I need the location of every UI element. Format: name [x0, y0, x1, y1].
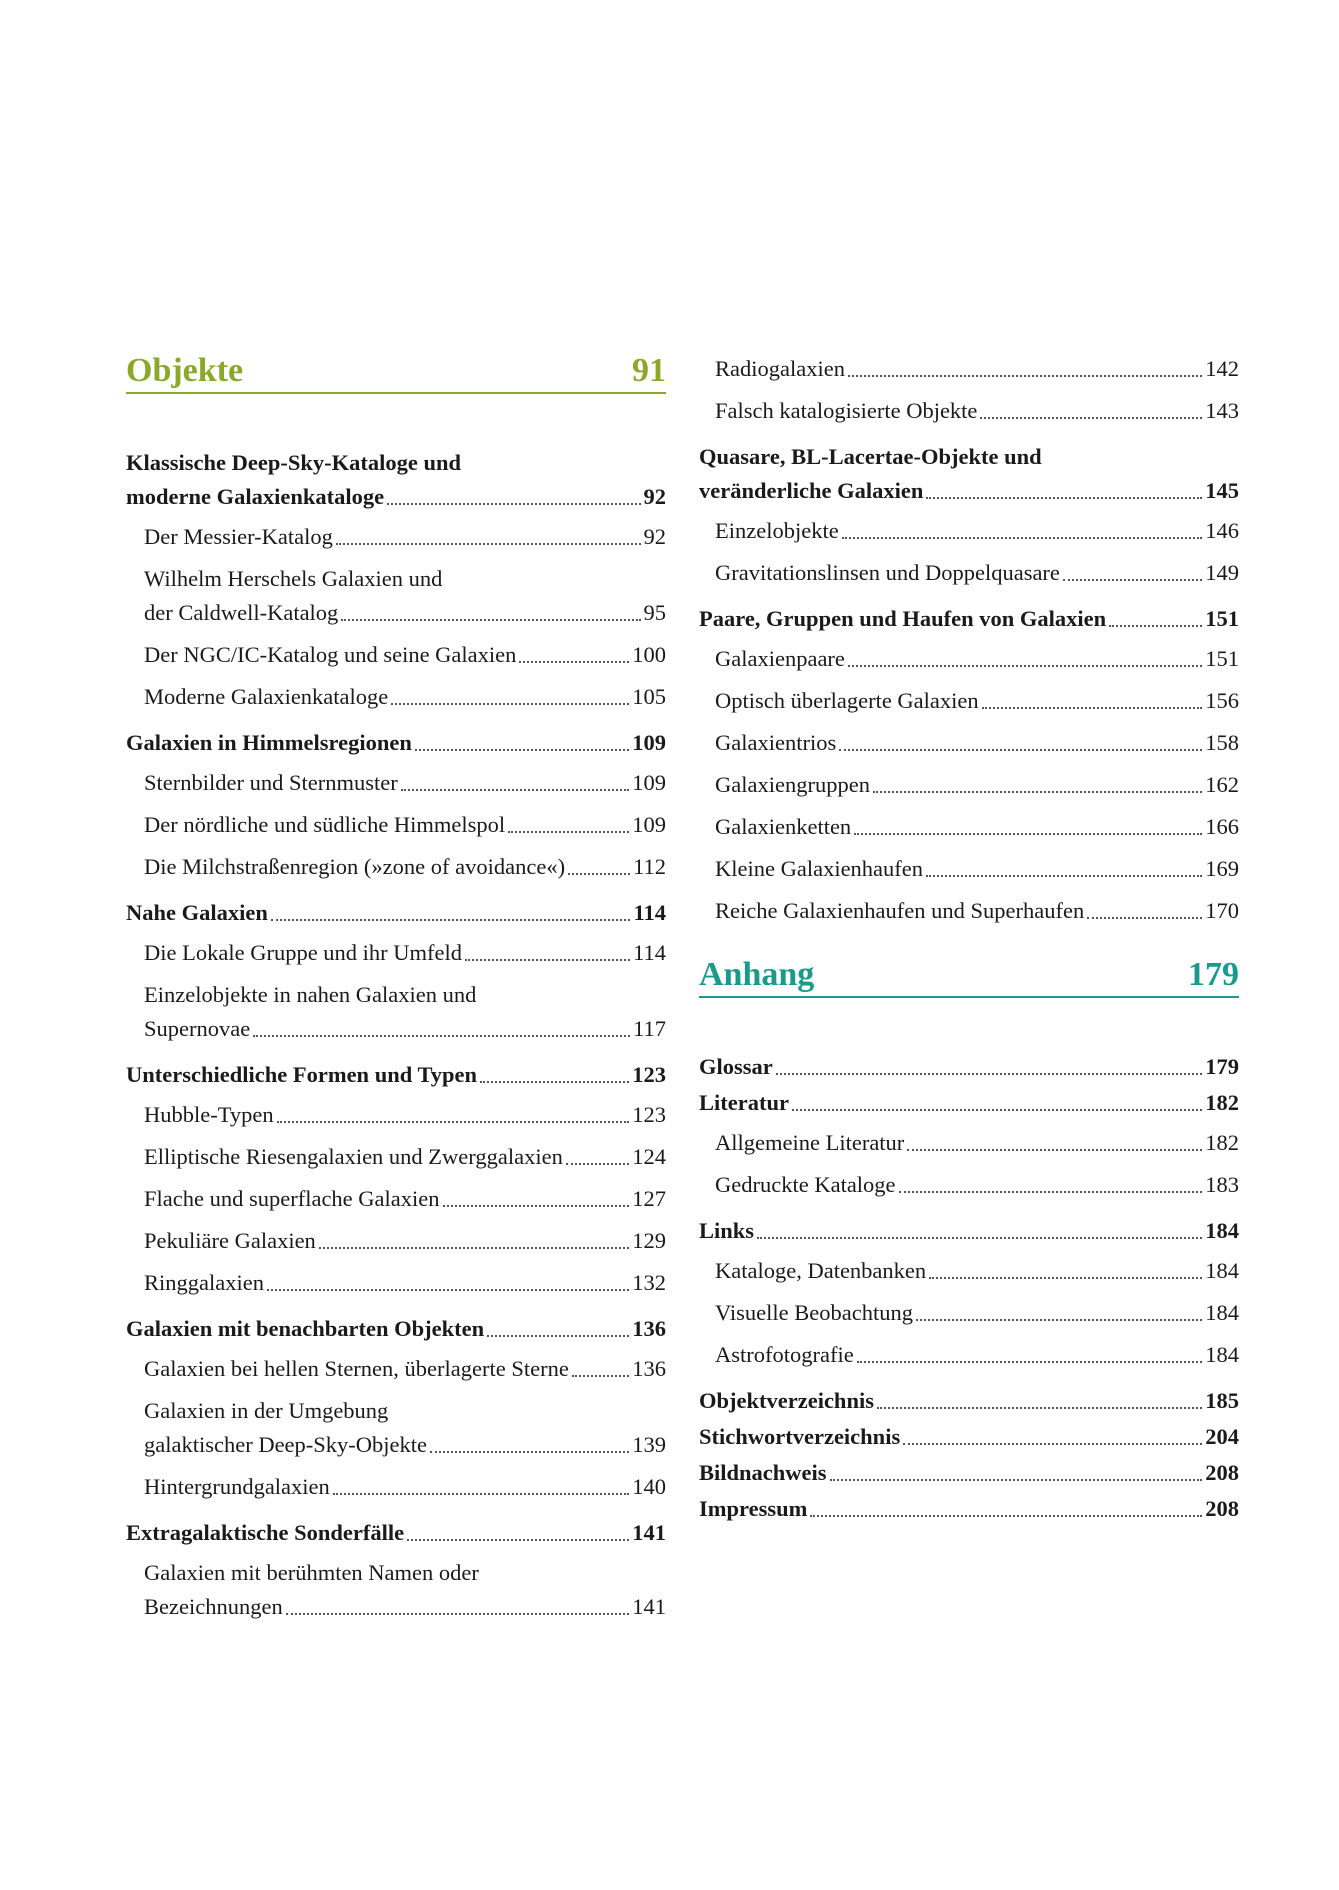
toc-section-entry[interactable] [699, 1456, 1239, 1490]
toc-section-entry[interactable] [126, 726, 666, 760]
dot-leader [839, 749, 1202, 751]
part-page: 91 [632, 352, 666, 389]
dot-leader [842, 537, 1203, 539]
toc-section-entry[interactable] [699, 440, 1239, 508]
toc-entry-title: Links [699, 1218, 755, 1243]
dot-leader [810, 1515, 1202, 1517]
dot-leader [443, 1205, 630, 1207]
toc-entry-page: 117 [633, 1016, 666, 1041]
dot-leader [277, 1121, 630, 1123]
toc-subsection-entry[interactable] [699, 642, 1239, 676]
toc-entry-title: Kleine Galaxienhaufen [715, 856, 924, 881]
part-heading-anhang [699, 950, 1239, 998]
toc-entry-title: Sternbilder und Sternmuster [144, 770, 398, 795]
toc-entry-title-line: Wilhelm Herschels Galaxien und [144, 566, 443, 591]
dot-leader [776, 1073, 1202, 1075]
toc-entry-title: Elliptische Riesengalaxien und Zwerggalaxien [144, 1144, 563, 1169]
toc-entry-title: Hintergrundgalaxien [144, 1474, 330, 1499]
toc-entry-title: Pekuliäre Galaxien [144, 1228, 316, 1253]
dot-leader [929, 1277, 1202, 1279]
toc-entry-title: Flache und superflache Galaxien [144, 1186, 440, 1211]
toc-entry-title: Extragalaktische Sonderfälle [126, 1520, 405, 1545]
toc-entry-page: 124 [632, 1144, 666, 1169]
toc-entry-page: 179 [1205, 1054, 1239, 1079]
dot-leader [903, 1443, 1202, 1445]
toc-entry-page: 208 [1205, 1496, 1239, 1521]
dot-leader [899, 1191, 1203, 1193]
toc-entry-title: Glossar [699, 1054, 773, 1079]
toc-entry-title: Galaxiengruppen [715, 772, 870, 797]
toc-subsection-entry[interactable] [126, 1098, 666, 1132]
toc-subsection-entry[interactable] [699, 1338, 1239, 1372]
toc-column-left [126, 346, 666, 1624]
dot-leader [401, 789, 630, 791]
toc-entry-page: 123 [632, 1062, 666, 1087]
dot-leader [1087, 917, 1202, 919]
toc-entry-page: 185 [1205, 1388, 1239, 1413]
toc-entry-title: Kataloge, Datenbanken [715, 1258, 927, 1283]
toc-entry-page: 141 [632, 1594, 666, 1619]
dot-leader [916, 1319, 1202, 1321]
dot-leader [267, 1289, 629, 1291]
toc-entry-title: Galaxien bei hellen Sternen, überlagerte Sterne [144, 1356, 569, 1381]
toc-subsection-entry[interactable] [699, 394, 1239, 428]
toc-entry-title: Gravitationslinsen und Doppelquasare [715, 560, 1060, 585]
toc-entry-page: 142 [1205, 356, 1239, 381]
toc-entry-title: Reiche Galaxienhaufen und Superhaufen [715, 898, 1085, 923]
dot-leader [1063, 579, 1202, 581]
toc-entry-page: 114 [633, 940, 666, 965]
toc-entry-page: 204 [1205, 1424, 1239, 1449]
toc-subsection-entry[interactable] [126, 1266, 666, 1300]
toc-entry-title: moderne Galaxienkataloge [126, 484, 385, 509]
toc-entry-title: Galaxien in Himmelsregionen [126, 730, 412, 755]
dot-leader [848, 665, 1202, 667]
toc-subsection-entry[interactable] [699, 1126, 1239, 1160]
toc-section-entry[interactable] [126, 896, 666, 930]
toc-section-entry[interactable] [126, 1312, 666, 1346]
toc-entry-title: Impressum [699, 1496, 808, 1521]
toc-entry-title: Supernovae [144, 1016, 251, 1041]
toc-entry-title: Die Milchstraßenregion (»zone of avoidance«) [144, 854, 566, 879]
dot-leader [487, 1335, 629, 1337]
toc-entry-title: Der Messier-Katalog [144, 524, 333, 549]
toc-entry-title: Falsch katalogisierte Objekte [715, 398, 978, 423]
toc-entry-page: 109 [632, 812, 666, 837]
toc-section-entry[interactable] [699, 1050, 1239, 1084]
toc-subsection-entry[interactable] [126, 680, 666, 714]
dot-leader [480, 1081, 629, 1083]
dot-leader [407, 1539, 629, 1541]
toc-entry-page: 112 [633, 854, 666, 879]
toc-subsection-entry[interactable] [126, 638, 666, 672]
dot-leader [857, 1361, 1203, 1363]
toc-entry-title-line: Einzelobjekte in nahen Galaxien und [144, 982, 477, 1007]
dot-leader [508, 831, 629, 833]
dot-leader [519, 661, 629, 663]
toc-subsection-entry[interactable] [699, 1254, 1239, 1288]
toc-entry-title: veränderliche Galaxien [699, 478, 924, 503]
toc-section-entry[interactable] [699, 1384, 1239, 1418]
toc-subsection-entry[interactable] [699, 726, 1239, 760]
toc-subsection-entry[interactable] [699, 514, 1239, 548]
toc-entry-page: 166 [1205, 814, 1239, 839]
toc-entry-page: 156 [1205, 688, 1239, 713]
toc-subsection-entry[interactable] [699, 852, 1239, 886]
toc-entry-title: der Caldwell-Katalog [144, 600, 339, 625]
toc-subsection-entry[interactable] [699, 768, 1239, 802]
part-title: Anhang [699, 956, 815, 993]
toc-section-entry[interactable] [126, 446, 666, 514]
toc-entry-page: 158 [1205, 730, 1239, 755]
dot-leader [1109, 625, 1202, 627]
toc-subsection-entry[interactable] [699, 810, 1239, 844]
toc-entry-page: 162 [1205, 772, 1239, 797]
toc-entry-title: Hubble-Typen [144, 1102, 274, 1127]
dot-leader [854, 833, 1202, 835]
toc-entry-page: 151 [1205, 646, 1239, 671]
toc-entry-page: 149 [1205, 560, 1239, 585]
toc-entry-title-line: Quasare, BL-Lacertae-Objekte und [699, 444, 1042, 469]
toc-entry-page: 100 [632, 642, 666, 667]
toc-entry-title: Bildnachweis [699, 1460, 827, 1485]
toc-subsection-entry[interactable] [126, 1224, 666, 1258]
toc-entry-page: 170 [1205, 898, 1239, 923]
toc-subsection-entry[interactable] [126, 936, 666, 970]
toc-entry-page: 139 [632, 1432, 666, 1457]
toc-subsection-entry[interactable] [126, 1352, 666, 1386]
toc-subsection-entry[interactable] [126, 1556, 666, 1624]
toc-section-entry[interactable] [126, 1516, 666, 1550]
toc-entry-page: 92 [643, 484, 666, 509]
toc-subsection-entry[interactable] [699, 1296, 1239, 1330]
dot-leader [848, 375, 1202, 377]
toc-entry-page: 141 [632, 1520, 666, 1545]
toc-entry-title: Ringgalaxien [144, 1270, 264, 1295]
toc-subsection-entry[interactable] [699, 556, 1239, 590]
toc-entry-title: Galaxientrios [715, 730, 837, 755]
toc-entry-title-line: Galaxien mit berühmten Namen oder [144, 1560, 479, 1585]
toc-section-entry[interactable] [699, 1086, 1239, 1120]
toc-entry-title: Bezeichnungen [144, 1594, 283, 1619]
toc-subsection-entry[interactable] [699, 1168, 1239, 1202]
toc-entry-title: Visuelle Beobachtung [715, 1300, 913, 1325]
dot-leader [415, 749, 629, 751]
toc-column-right [699, 346, 1239, 1526]
toc-entry-title: Unterschiedliche Formen und Typen [126, 1062, 478, 1087]
toc-entry-page: 132 [632, 1270, 666, 1295]
toc-entry-page: 136 [632, 1316, 666, 1341]
dot-leader [341, 619, 640, 621]
toc-subsection-entry[interactable] [699, 684, 1239, 718]
toc-entry-page: 146 [1205, 518, 1239, 543]
toc-subsection-entry[interactable] [126, 562, 666, 630]
toc-entry-page: 123 [632, 1102, 666, 1127]
toc-entry-title: Galaxienketten [715, 814, 852, 839]
toc-section-entry[interactable] [699, 1214, 1239, 1248]
dot-leader [926, 497, 1202, 499]
toc-subsection-entry[interactable] [126, 1470, 666, 1504]
toc-entry-page: 136 [632, 1356, 666, 1381]
toc-subsection-entry[interactable] [699, 894, 1239, 928]
toc-entry-title: Der nördliche und südliche Himmelspol [144, 812, 506, 837]
dot-leader [286, 1613, 630, 1615]
toc-subsection-entry[interactable] [126, 520, 666, 554]
dot-leader [430, 1451, 629, 1453]
dot-leader [568, 873, 630, 875]
toc-entry-title: Nahe Galaxien [126, 900, 268, 925]
toc-section-entry[interactable] [699, 602, 1239, 636]
toc-entry-title: Der NGC/IC-Katalog und seine Galaxien [144, 642, 517, 667]
toc-subsection-entry[interactable] [126, 1394, 666, 1462]
toc-subsection-entry[interactable] [126, 850, 666, 884]
dot-leader [271, 919, 631, 921]
toc-entry-page: 109 [632, 770, 666, 795]
dot-leader [572, 1375, 629, 1377]
toc-entry-page: 140 [632, 1474, 666, 1499]
toc-entry-page: 208 [1205, 1460, 1239, 1485]
dot-leader [336, 543, 641, 545]
dot-leader [830, 1479, 1203, 1481]
toc-section-entry[interactable] [126, 1058, 666, 1092]
toc-entry-page: 105 [632, 684, 666, 709]
dot-leader [792, 1109, 1202, 1111]
part-title: Objekte [126, 352, 244, 389]
toc-entry-page: 184 [1205, 1300, 1239, 1325]
toc-entry-page: 109 [632, 730, 666, 755]
toc-entry-title: Astrofotografie [715, 1342, 854, 1367]
toc-entry-page: 129 [632, 1228, 666, 1253]
toc-entry-page: 114 [633, 900, 666, 925]
toc-entry-page: 182 [1205, 1130, 1239, 1155]
toc-entry-title: Einzelobjekte [715, 518, 839, 543]
toc-entry-page: 127 [632, 1186, 666, 1211]
toc-section-entry[interactable] [699, 1492, 1239, 1526]
toc-entries-anhang [699, 1050, 1239, 1526]
dot-leader [253, 1035, 630, 1037]
toc-entry-page: 184 [1205, 1342, 1239, 1367]
toc-entry-title: Literatur [699, 1090, 789, 1115]
toc-entry-title: Die Lokale Gruppe und ihr Umfeld [144, 940, 463, 965]
toc-subsection-entry[interactable] [126, 1182, 666, 1216]
toc-entry-title: Gedruckte Kataloge [715, 1172, 896, 1197]
dot-leader [757, 1237, 1202, 1239]
toc-entries-left [126, 446, 666, 1624]
toc-entry-title: Paare, Gruppen und Haufen von Galaxien [699, 606, 1107, 631]
toc-entry-page: 92 [643, 524, 666, 549]
dot-leader [387, 503, 640, 505]
toc-entry-page: 143 [1205, 398, 1239, 423]
toc-entry-title: Radiogalaxien [715, 356, 845, 381]
toc-subsection-entry[interactable] [126, 978, 666, 1046]
dot-leader [333, 1493, 629, 1495]
part-heading-objekte [126, 346, 666, 394]
dot-leader [877, 1407, 1202, 1409]
dot-leader [982, 707, 1203, 709]
part-page: 179 [1188, 956, 1239, 993]
toc-entry-title: Moderne Galaxienkataloge [144, 684, 389, 709]
toc-subsection-entry[interactable] [699, 352, 1239, 386]
toc-entry-title: galaktischer Deep-Sky-Objekte [144, 1432, 428, 1457]
toc-entry-page: 184 [1205, 1258, 1239, 1283]
toc-entry-page: 182 [1205, 1090, 1239, 1115]
dot-leader [391, 703, 629, 705]
toc-subsection-entry[interactable] [126, 1140, 666, 1174]
dot-leader [907, 1149, 1202, 1151]
dot-leader [465, 959, 630, 961]
toc-entry-title: Galaxien mit benachbarten Objekten [126, 1316, 485, 1341]
dot-leader [319, 1247, 629, 1249]
toc-entry-title-line: Klassische Deep-Sky-Kataloge und [126, 450, 462, 475]
toc-entry-title: Optisch überlagerte Galaxien [715, 688, 979, 713]
dot-leader [980, 417, 1202, 419]
toc-entry-title: Stichwortverzeichnis [699, 1424, 901, 1449]
dot-leader [873, 791, 1202, 793]
toc-entry-page: 169 [1205, 856, 1239, 881]
toc-entry-page: 183 [1205, 1172, 1239, 1197]
toc-subsection-entry[interactable] [126, 766, 666, 800]
toc-section-entry[interactable] [699, 1420, 1239, 1454]
dot-leader [566, 1163, 629, 1165]
toc-entry-page: 184 [1205, 1218, 1239, 1243]
toc-entries-right [699, 352, 1239, 928]
toc-entry-title-line: Galaxien in der Umgebung [144, 1398, 389, 1423]
toc-entry-page: 151 [1205, 606, 1239, 631]
toc-subsection-entry[interactable] [126, 808, 666, 842]
toc-entry-page: 145 [1205, 478, 1239, 503]
toc-entry-title: Galaxienpaare [715, 646, 845, 671]
dot-leader [926, 875, 1202, 877]
toc-entry-title: Allgemeine Literatur [715, 1130, 905, 1155]
toc-entry-page: 95 [643, 600, 666, 625]
toc-entry-title: Objektverzeichnis [699, 1388, 874, 1413]
